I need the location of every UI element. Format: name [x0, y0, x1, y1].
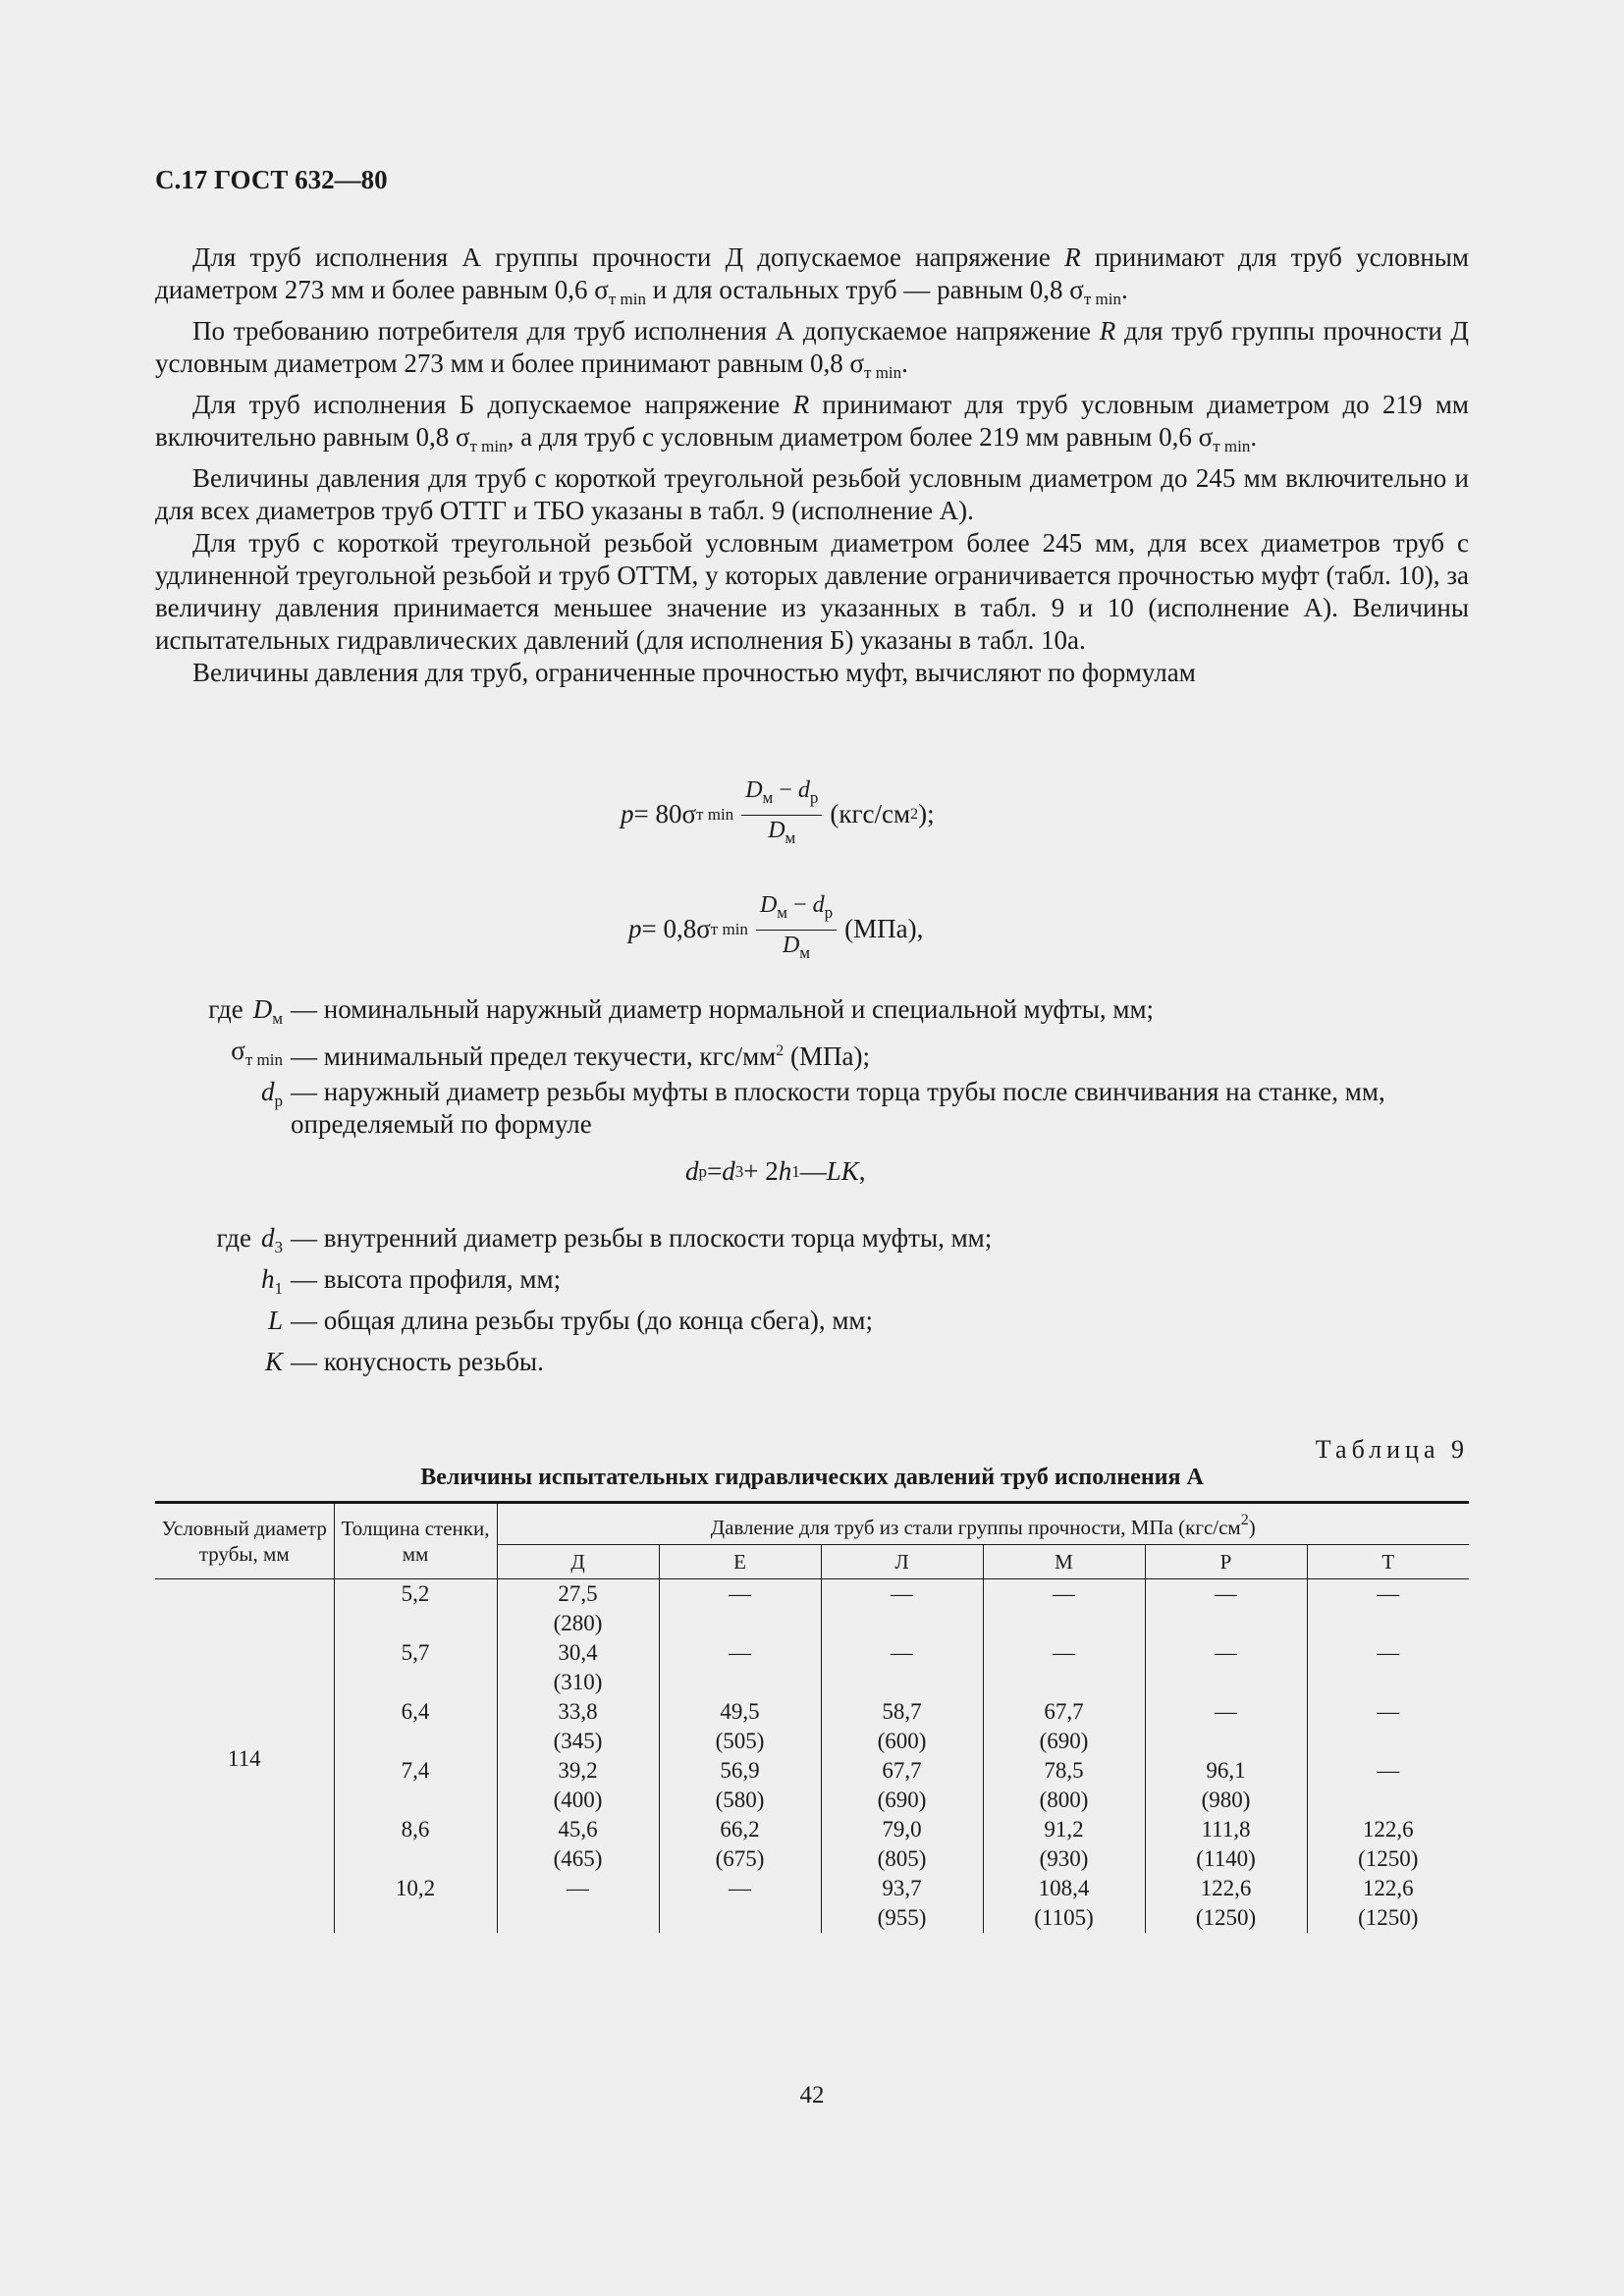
definition-item: L — общая длина резьбы трубы (до конца сбега), мм;: [267, 1306, 873, 1335]
pressure-mpa-cell: 39,2: [497, 1756, 659, 1786]
pressure-kgf-cell: [1145, 1668, 1307, 1697]
table-row: [155, 1697, 1469, 1727]
thickness-cell: 7,4: [334, 1756, 497, 1815]
pressure-kgf-cell: [1307, 1786, 1469, 1815]
fraction: $\frac{D_м - d_р}{D_м}$: [756, 892, 837, 966]
fraction: $\frac{D_м - d_р}{D_м}$: [741, 777, 822, 851]
diameter-cell: 114: [227, 1746, 261, 1771]
pressure-mpa-cell: 67,7: [821, 1756, 983, 1786]
pressure-kgf-cell: (465): [497, 1844, 659, 1874]
pressure-kgf-cell: [1307, 1727, 1469, 1756]
header-grade: Л: [821, 1545, 983, 1579]
pressure-kgf-cell: (690): [821, 1786, 983, 1815]
body-text: [155, 241, 1469, 689]
paragraph-3: Для труб исполнения Б допускаемое напряжение R принимают для труб условным диаметром до 219 мм включительно равным 0,8 $\sigma_{т min}$, а для труб с условным диаметром более 219 мм равным 0,6 $\sigma_{т min}$.: [155, 390, 1470, 455]
definitions-2: [155, 1222, 1469, 1387]
thickness-cell: 10,2: [334, 1874, 497, 1933]
pressure-kgf-cell: (800): [983, 1786, 1145, 1815]
table-row: [155, 1874, 1469, 1903]
pressure-table: [155, 1501, 1469, 1933]
pressure-mpa-cell: —: [1307, 1579, 1469, 1610]
table-row: [155, 1815, 1469, 1844]
pressure-mpa-cell: —: [1307, 1697, 1469, 1727]
header-grade: Т: [1307, 1545, 1469, 1579]
table-row: [155, 1638, 1469, 1668]
pressure-kgf-cell: (805): [821, 1844, 983, 1874]
pressure-kgf-cell: [659, 1903, 821, 1933]
pressure-kgf-cell: [1145, 1609, 1307, 1638]
definition-item: где $d_3$ — внутренний диаметр резьбы в плоскости торца муфты, мм;: [216, 1223, 993, 1256]
pressure-mpa-cell: 91,2: [983, 1815, 1145, 1844]
pressure-mpa-cell: 49,5: [659, 1697, 821, 1727]
pressure-mpa-cell: —: [659, 1638, 821, 1668]
page-header: С.17 ГОСТ 632—80: [155, 165, 388, 194]
pressure-mpa-cell: —: [1307, 1756, 1469, 1786]
header-diameter: Условный диаметр трубы, мм: [155, 1503, 334, 1579]
pressure-kgf-cell: (310): [497, 1668, 659, 1697]
pressure-kgf-cell: [821, 1609, 983, 1638]
pressure-kgf-cell: (1250): [1145, 1903, 1307, 1933]
pressure-mpa-cell: 45,6: [497, 1815, 659, 1844]
paragraph-1: Для труб исполнения А группы прочности Д допускаемое напряжение R принимают для труб условным диаметром 273 мм и более равным 0,6 $\sigma_{т min}$ и для остальных труб — равным 0,8 $\sigma_{т min}$.: [155, 242, 1469, 308]
pressure-mpa-cell: —: [1145, 1697, 1307, 1727]
pressure-mpa-cell: 27,5: [497, 1579, 659, 1610]
pressure-mpa-cell: 30,4: [497, 1638, 659, 1668]
pressure-mpa-cell: —: [497, 1874, 659, 1903]
header-thickness: Толщина стенки, мм: [334, 1503, 497, 1579]
formula-pressure-mpa: p = 0,8σ т min $\frac{D_м - d_р}{D_м}$ (МПа),: [628, 892, 923, 966]
pressure-mpa-cell: 122,6: [1145, 1874, 1307, 1903]
pressure-mpa-cell: —: [983, 1638, 1145, 1668]
pressure-mpa-cell: —: [659, 1579, 821, 1610]
pressure-kgf-cell: (690): [983, 1727, 1145, 1756]
pressure-kgf-cell: (400): [497, 1786, 659, 1815]
header-grade: М: [983, 1545, 1145, 1579]
pressure-kgf-cell: (1105): [983, 1903, 1145, 1933]
pressure-mpa-cell: 78,5: [983, 1756, 1145, 1786]
pressure-kgf-cell: [659, 1668, 821, 1697]
pressure-mpa-cell: 66,2: [659, 1815, 821, 1844]
pressure-kgf-cell: (1250): [1307, 1844, 1469, 1874]
table-label: Таблица 9: [1315, 1435, 1469, 1464]
pressure-mpa-cell: 58,7: [821, 1697, 983, 1727]
pressure-mpa-cell: —: [1145, 1638, 1307, 1668]
pressure-kgf-cell: [983, 1609, 1145, 1638]
paragraph-2: По требованию потребителя для труб исполнения А допускаемое напряжение R для труб группы прочности Д условным диаметром 273 мм и более принимают равным 0,8 $\sigma_{т min}$.: [155, 316, 1469, 382]
thickness-cell: 6,4: [334, 1697, 497, 1756]
pressure-mpa-cell: —: [821, 1579, 983, 1610]
thickness-cell: 5,2: [334, 1579, 497, 1639]
pressure-mpa-cell: 108,4: [983, 1874, 1145, 1903]
pressure-kgf-cell: [497, 1903, 659, 1933]
pressure-kgf-cell: (930): [983, 1844, 1145, 1874]
pressure-kgf-cell: (955): [821, 1903, 983, 1933]
pressure-kgf-cell: (980): [1145, 1786, 1307, 1815]
pressure-mpa-cell: —: [1145, 1579, 1307, 1610]
header-grade: Е: [659, 1545, 821, 1579]
pressure-kgf-cell: [1307, 1668, 1469, 1697]
paragraph-5: Для труб с короткой треугольной резьбой условным диаметром более 245 мм, для всех диаметров труб с удлиненной треугольной резьбой и труб ОТТМ, у которых давление ограничивается прочностью муфт (табл. 10), за величину давления принимается меньшее значение из указанных в табл. 9 и 10 (исполнение А). Величины испытательных гидравлических давлений (для исполнения Б) указаны в табл. 10а.: [155, 528, 1469, 655]
pressure-mpa-cell: 111,8: [1145, 1815, 1307, 1844]
definition-item: $h_1$ — высота профиля, мм;: [261, 1264, 562, 1298]
pressure-kgf-cell: (345): [497, 1727, 659, 1756]
paragraph-6: Величины давления для труб, ограниченные прочностью муфт, вычисляют по формулам: [192, 658, 1196, 687]
pressure-kgf-cell: (675): [659, 1844, 821, 1874]
formula-pressure-kgf: p = 80σ т min $\frac{D_м - d_р}{D_м}$ (кгс/см 2 );: [621, 777, 935, 851]
pressure-mpa-cell: 56,9: [659, 1756, 821, 1786]
definition-item: $\sigma_{т min}$ — минимальный предел текучести, кгс/$мм^2$ (МПа);: [231, 1036, 870, 1071]
pressure-mpa-cell: 122,6: [1307, 1874, 1469, 1903]
pressure-mpa-cell: 79,0: [821, 1815, 983, 1844]
definition-item: где $D_м$ — номинальный наружный диаметр нормальной и специальной муфты, мм;: [208, 994, 1155, 1028]
pressure-mpa-cell: —: [983, 1579, 1145, 1610]
pressure-mpa-cell: 67,7: [983, 1697, 1145, 1727]
table-row: [155, 1579, 1469, 1610]
pressure-mpa-cell: —: [1307, 1638, 1469, 1668]
pressure-mpa-cell: —: [821, 1638, 983, 1668]
pressure-kgf-cell: [821, 1668, 983, 1697]
formula-thread-diameter: d р = d 3 + 2 h 1 — LK ,: [685, 1156, 866, 1186]
definition-item: K — конусность резьбы.: [264, 1347, 544, 1376]
pressure-mpa-cell: —: [659, 1874, 821, 1903]
table-title: Величины испытательных гидравлических давлений труб исполнения А: [420, 1465, 1204, 1490]
pressure-kgf-cell: (1250): [1307, 1903, 1469, 1933]
pressure-kgf-cell: (1140): [1145, 1844, 1307, 1874]
page-number: 42: [799, 2082, 825, 2109]
thickness-cell: 5,7: [334, 1638, 497, 1697]
pressure-kgf-cell: (580): [659, 1786, 821, 1815]
definitions-1: [155, 993, 1469, 1141]
pressure-mpa-cell: 122,6: [1307, 1815, 1469, 1844]
pressure-kgf-cell: [1145, 1727, 1307, 1756]
pressure-kgf-cell: [1307, 1609, 1469, 1638]
pressure-mpa-cell: 96,1: [1145, 1756, 1307, 1786]
pressure-mpa-cell: 33,8: [497, 1697, 659, 1727]
header-grade: Д: [497, 1545, 659, 1579]
pressure-kgf-cell: (280): [497, 1609, 659, 1638]
pressure-mpa-cell: 93,7: [821, 1874, 983, 1903]
pressure-kgf-cell: (505): [659, 1727, 821, 1756]
header-pressure-group: Давление для труб из стали группы прочности, МПа $(кгс/см^2)$: [497, 1503, 1469, 1545]
table-row: [155, 1756, 1469, 1786]
pressure-kgf-cell: [659, 1609, 821, 1638]
pressure-kgf-cell: [983, 1668, 1145, 1697]
header-grade: Р: [1145, 1545, 1307, 1579]
pressure-kgf-cell: (600): [821, 1727, 983, 1756]
thickness-cell: 8,6: [334, 1815, 497, 1874]
definition-item: $d_р$ — наружный диаметр резьбы муфты в плоскости торца трубы после свинчивания на станке, мм, определяемый по формуле: [261, 1077, 1385, 1139]
paragraph-4: Величины давления для труб с короткой треугольной резьбой условным диаметром до 245 мм включительно и для всех диаметров труб ОТТГ и ТБО указаны в табл. 9 (исполнение А).: [155, 463, 1469, 525]
